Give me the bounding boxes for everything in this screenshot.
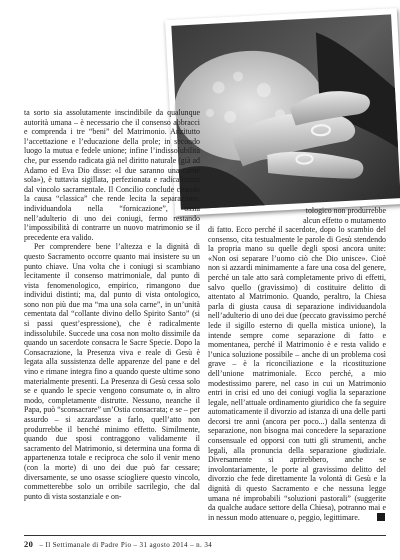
end-of-article-icon	[376, 512, 386, 522]
right-paragraph-1: di fatto. Ecco perché il sacerdote, dopo lo scambio del consenso, cita testualmente le parole di Gesù stendendo la propria mano su quelle degli sposi ancora unite: «Non osi separare l’uomo ciò che Dio unisce». Cioè non si azzardi minimamente a fare una cosa del genere, perché un tale atto sarà completamente privo di effetti, salvo quello (gravissimo) di costituire delitto di attentato al Matrimonio. Quando, peraltro, la Chiesa parla di giusta causa di separazione individuandola nell’adulterio di uno dei due (peccato gravissimo perché lede il sigillo esterno di quella mistica unione), la intende sempre come separazione di fatto e momentanea, perché il Matrimonio è e resta valido e l’unica soluzione possibile – anche di un problema così grave – è la riconciliazione e la ricostituzione dell’unione matrimoniale. Ecco perché, a mio modestissimo parere, nel caso in cui un Matrimonio entri in crisi ed uno dei coniugi voglia la separazione legale, nell’attuale ordinamento giuridico che fa seguire automaticamente il divorzio ad istanza di una delle parti decorsi tre anni (ancora per poco...) dalla sentenza di separazione, non bisogna mai concedere la separazione consensuale ed opporsi con tutti gli strumenti, anche legali, alla pronuncia della separazione giudiziale. Diversamente si aprirebbero, anche se involontariamente, le porte al gravissimo delitto del divorzio che fede direttamente la volontà di Gesù e la dignità di questo Sacramento e che nessuna legge umana né improbabili “soluzioni pastorali” (suggerite da qualche audace settore della Chiesa), potranno mai e in nessun modo attenuare o, peggio, legittimare.	[208, 225, 386, 522]
right-column-wrap-text	[292, 206, 386, 225]
publication-info: – Il Settimanale di Padre Pio – 31 agosto 2014 – n. 34	[39, 541, 213, 549]
right-paragraph-top: tologico non produrrebbe alcun effetto o mutamento	[303, 206, 386, 225]
left-paragraph-1: ta sorto sia assolutamente inscindibile da qualunque autorità umana – è necessario che il consenso abbracci e comprenda i tre “beni” del Matrimonio. Anzitutto l’accettazione e l’educazione della prole; in secondo luogo la mutua e fedele unione; infine l’indissolubilità che, pur essendo radicata già nel diritto naturale (già ad Adamo ed Eva Dio disse: «I due saranno una carne sola»), è tuttavia sigillata, perfezionata e radicalizzata dal vincolo sacramentale. Il Concilio conclude citando la causa “classica” che rende lecita la separazione, individuandola nella “fornicazione”, ossia nell’adulterio di uno dei coniugi, fermo restando l’impossibilità di contrarre un nuovo matrimonio se il precedente era valido.	[24, 108, 200, 242]
page-footer	[24, 535, 386, 549]
left-column	[24, 108, 200, 501]
wedding-photo	[165, 8, 400, 216]
left-paragraph-2: Per comprendere bene l’altezza e la dignità di questo Sacramento occorre quanto mai insistere su un punto chiave. Una volta che i coniugi si scambiano lecitamente il consenso matrimoniale, dal punto di vista fenomenologico, empirico, rimangono due individui distinti; ma, dal punto di vista ontologico, sono non più due ma “ma una sola carne”, in un’unità cementata dal “collante divino dello Spirito Santo” (si si passi quest’espressione), che è radicalmente indissolubile. Succede una cosa non molto dissimile da quando un sacerdote consacra le Sacre Specie. Dopo la Consacrazione, la Presenza viva e reale di Gesù è legata alla sussistenza delle apparenze del pane e del vino e rimane integra fino a quando queste ultime sono materialmente presenti. La Presenza di Gesù cessa solo se e quando le specie vengono consumate o, in altro modo, completamente distrutte. Nessuno, neanche il Papa, può “sconsacrare” un’Ostia consacrata; e se – per assurdo – si azzardasse a farlo, quell’atto non produrrebbe il benché minimo effetto. Similmente, quando due sposi contraggono validamente il sacramento del Matrimonio, si determina una forma di appartenenza totale e reciproca che solo il venir meno (con la morte) di uno dei due può far cessare; diversamente, se uno osasse scioglierе questo vincolo, commetterebbe solo un orribile sacrilegio, che dal punto di vista sostanziale e on-	[24, 242, 200, 501]
right-column	[208, 225, 386, 522]
page-number: 20	[24, 539, 34, 549]
wedding-hands-image	[165, 8, 400, 216]
